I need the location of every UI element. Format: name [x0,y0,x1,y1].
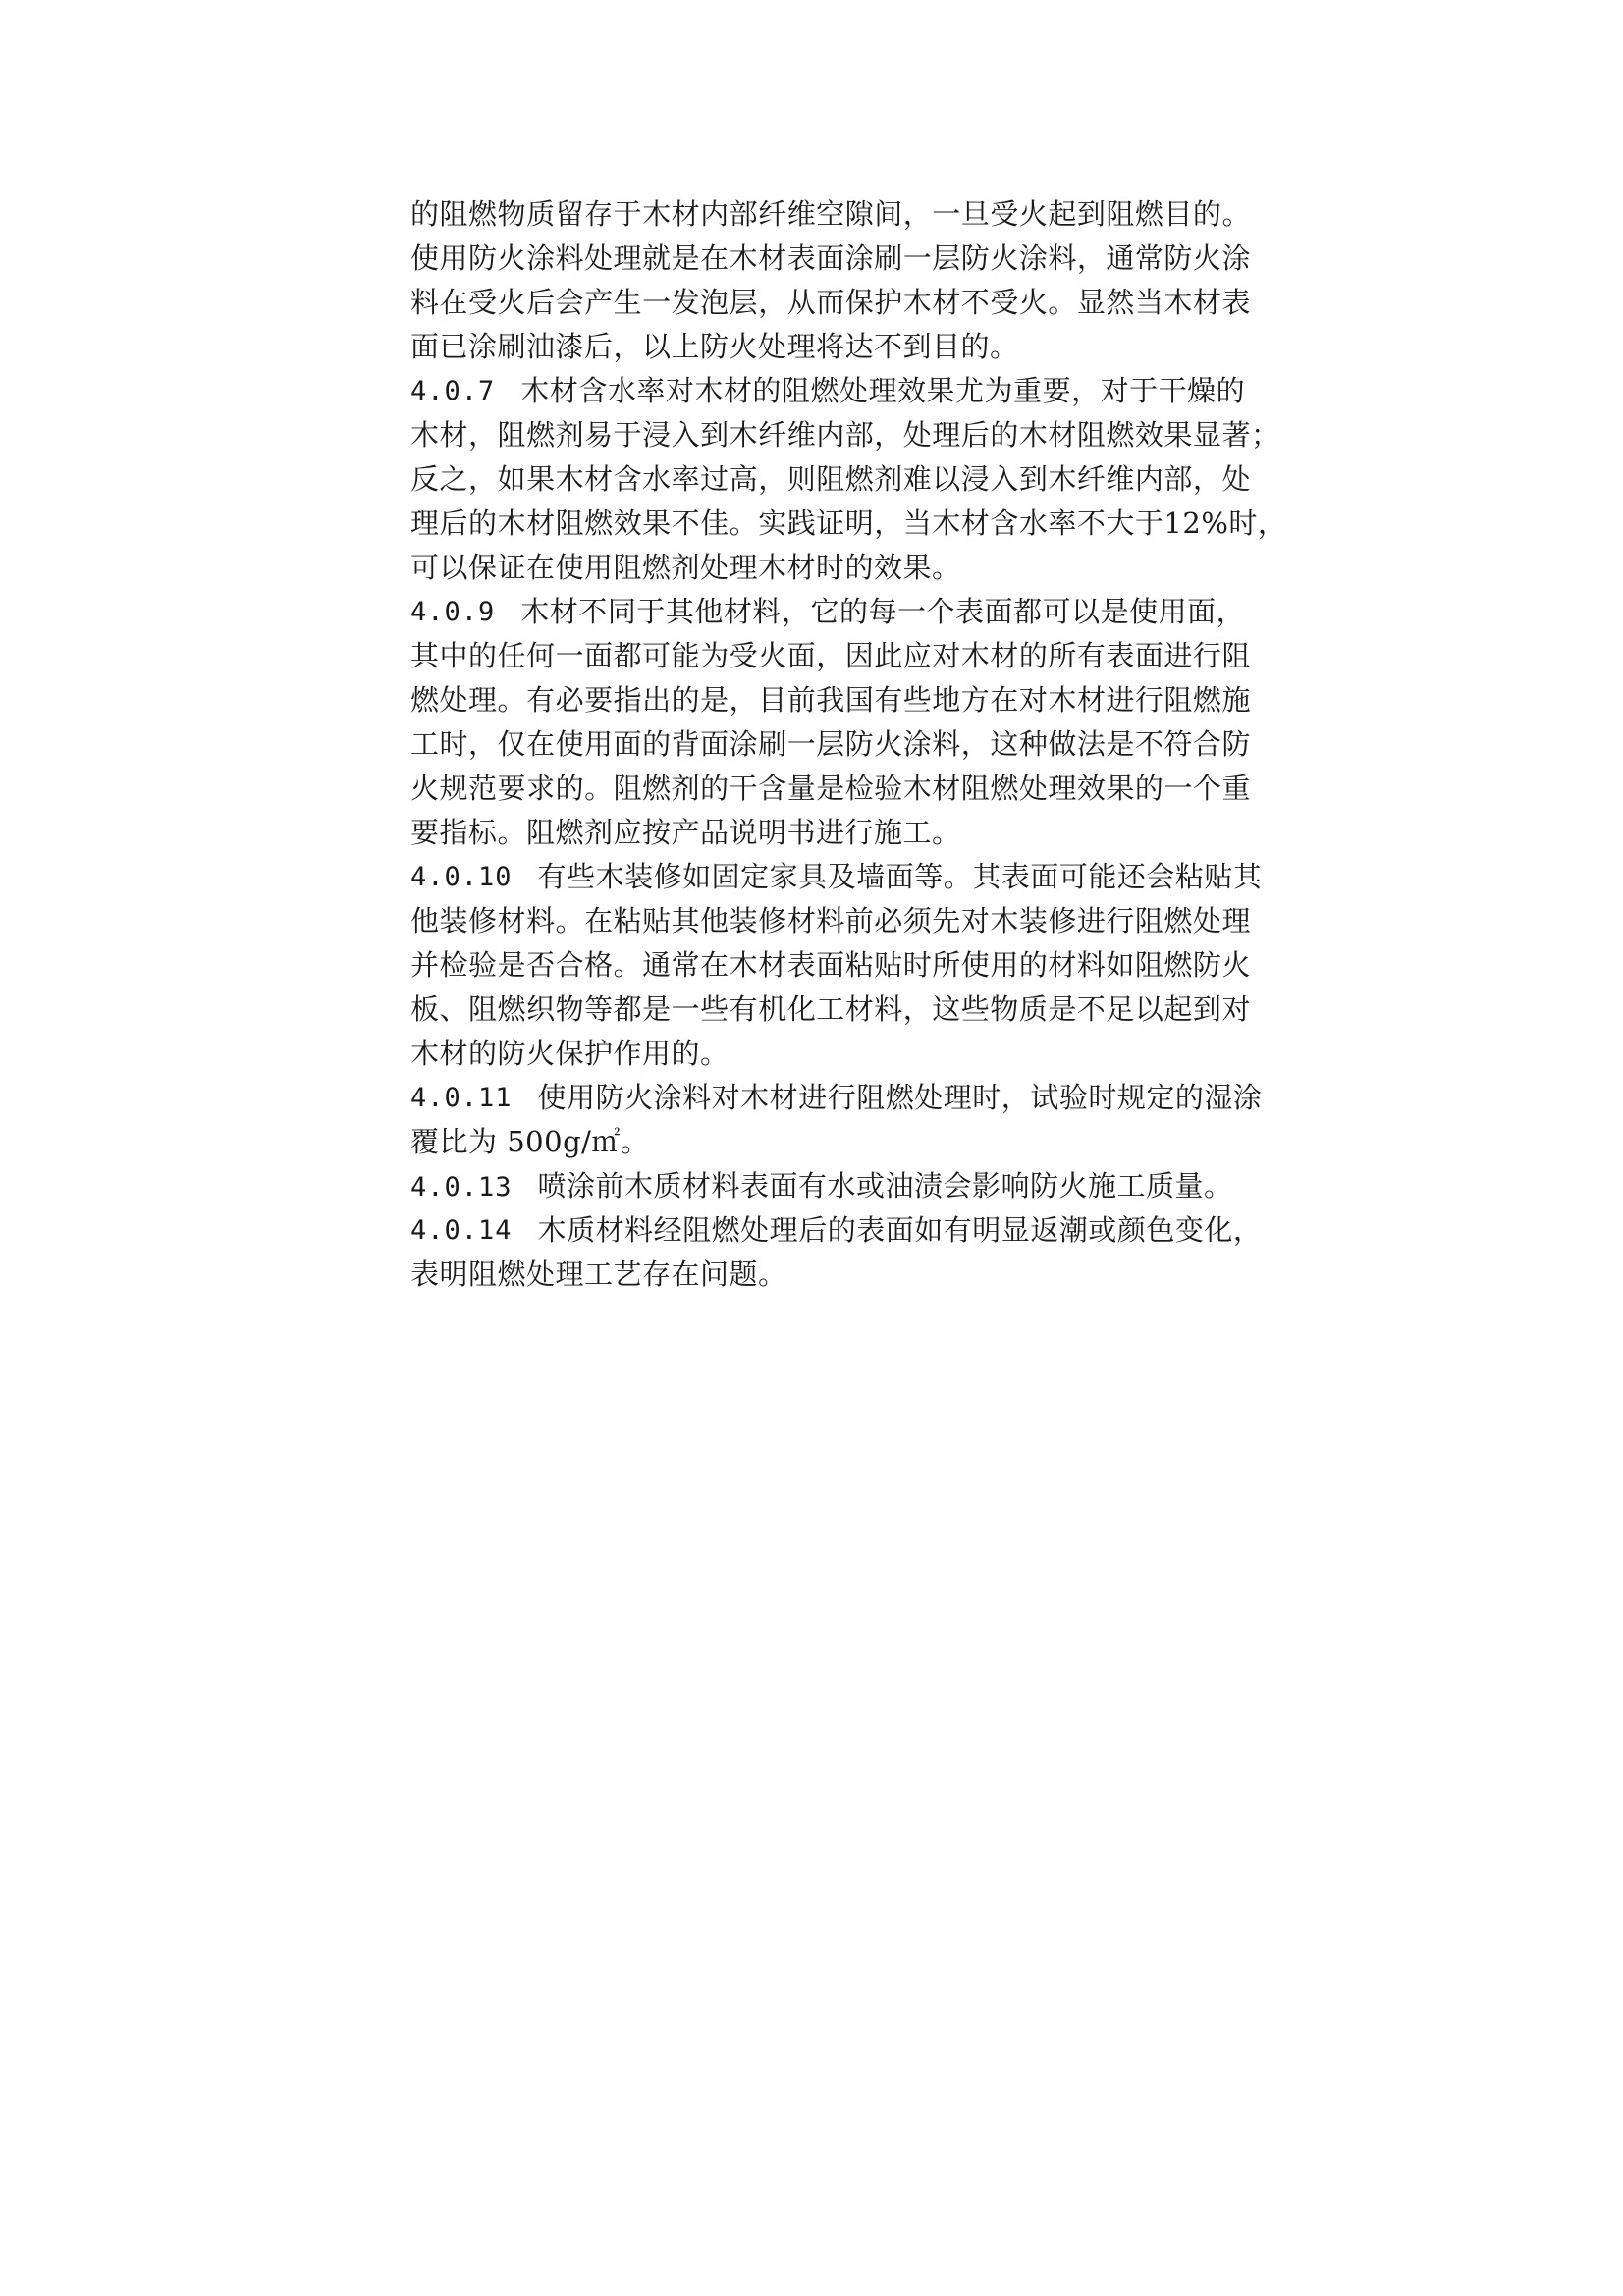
clause-first-line [410,855,1263,899]
text-line [410,281,1251,325]
line-text: 覆比为 500g/㎡。 [410,1125,650,1158]
text-line [410,722,1251,767]
text-line [410,325,1237,369]
line-text: 木材的防火保护作用的。 [410,1037,730,1070]
line-text: 工 时 ， 仅 在 使 用 面 的 背 面 涂 刷 一 层 防 火 涂 料 ， 这 种 做 法 是 不 符 合 防 [410,727,1251,761]
line-text: 可以保证在使用阻燃剂处理木材时的效果。 [410,551,961,584]
text-line [410,413,1280,457]
line-text: 喷涂前木质材料表面有水或油渍会影响防火施工质量。 [537,1169,1233,1202]
line-text: 使 用 防 火 涂 料 对 木 材 进 行 阻 燃 处 理 时 ， 试 验 时 规 定 的 湿 涂 [537,1081,1263,1114]
clause-number: 4.0.11 [410,1083,513,1113]
clause-number: 4.0.14 [410,1215,513,1246]
text-line [410,811,1237,855]
text-line [410,899,1251,943]
line-text: 木 材 ， 阻 燃 剂 易 于 浸 入 到 木 纤 维 内 部 ， 处 理 后 的 木 材 阻 燃 效 果 显 著 ； [410,418,1280,452]
clause-first-line [410,590,1246,634]
line-text: 并 检 验 是 否 合 格 。 通 常 在 木 材 表 面 粘 贴 时 所 使 用 的 材 料 如 阻 燃 防 火 [410,948,1251,982]
line-text: 使 用 防 火 涂 料 处 理 就 是 在 木 材 表 面 涂 刷 一 层 防 火 涂 料 ， 通 常 防 火 涂 [410,241,1251,275]
line-text: 燃 处 理 。 有 必 要 指 出 的 是 ， 目 前 我 国 有 些 地 方 在 对 木 材 进 行 阻 燃 施 [410,683,1251,717]
text-line [410,634,1251,678]
text-line [410,1120,1237,1164]
clause-number: 4.0.10 [410,862,513,892]
line-text: 火 规 范 要 求 的 。 阻 燃 剂 的 干 含 量 是 检 验 木 材 阻 燃 处 理 效 果 的 一 个 重 [410,772,1251,805]
text-line [410,457,1251,502]
clause-first-line [410,369,1246,413]
text-line [410,1032,1237,1076]
text-line [410,237,1251,281]
line-text: 木 材 不 同 于 其 他 材 料 ， 它 的 每 一 个 表 面 都 可 以 是 使 用 面 ， [520,595,1246,628]
line-text: 表明阻燃处理工艺存在问题。 [410,1257,787,1291]
clause-first-line [410,1164,1237,1208]
line-text: 其 中 的 任 何 一 面 都 可 能 为 受 火 面 ， 因 此 应 对 木 材 的 所 有 表 面 进 行 阻 [410,639,1251,672]
line-text: 他 装 修 材 料 。 在 粘 贴 其 他 装 修 材 料 前 必 须 先 对 木 装 修 进 行 阻 燃 处 理 [410,904,1251,937]
clause-first-line [410,1076,1263,1120]
clause-first-line [410,1208,1263,1253]
text-line [410,192,1251,237]
text-line [410,546,1237,590]
line-text: 有 些 木 装 修 如 固 定 家 具 及 墙 面 等 。 其 表 面 可 能 还 会 粘 贴 其 [537,860,1263,893]
text-line [410,1253,1237,1297]
line-text: 木 材 含 水 率 对 木 材 的 阻 燃 处 理 效 果 尤 为 重 要 ， 对 于 干 燥 的 [520,374,1246,407]
document-body [410,192,1287,1297]
line-text: 料 在 受 火 后 会 产 生 一 发 泡 层 ， 从 而 保 护 木 材 不 受 火 。 显 然 当 木 材 表 [410,286,1251,319]
line-text: 反 之 ， 如 果 木 材 含 水 率 过 高 ， 则 阻 燃 剂 难 以 浸 入 到 木 纤 维 内 部 ， 处 [410,462,1251,496]
line-text: 的 阻 燃 物 质 留 存 于 木 材 内 部 纤 维 空 隙 间 ， 一 旦 受 火 起 到 阻 燃 目 的 。 [410,197,1251,231]
line-text: 板 、 阻 燃 织 物 等 都 是 一 些 有 机 化 工 材 料 ， 这 些 物 质 是 不 足 以 起 到 对 [410,992,1251,1026]
clause-number: 4.0.13 [410,1172,513,1202]
line-text: 木 质 材 料 经 阻 燃 处 理 后 的 表 面 如 有 明 显 返 潮 或 颜 色 变 化 ， [537,1213,1263,1247]
clause-number: 4.0.7 [410,376,496,406]
text-line [410,502,1287,546]
line-text: 理 后 的 木 材 阻 燃 效 果 不 佳 。 实 践 证 明 ， 当 木 材 含 水 率 不 大 于 1 2 % 时 ， [410,507,1287,540]
line-text: 面已涂刷油漆后，以上防火处理将达不到目的。 [410,330,1019,363]
line-text: 要指标。阻燃剂应按产品说明书进行施工。 [410,816,961,849]
clause-number: 4.0.9 [410,597,496,627]
text-line [410,767,1251,811]
text-line [410,988,1251,1032]
text-line [410,678,1251,722]
text-line [410,943,1251,988]
